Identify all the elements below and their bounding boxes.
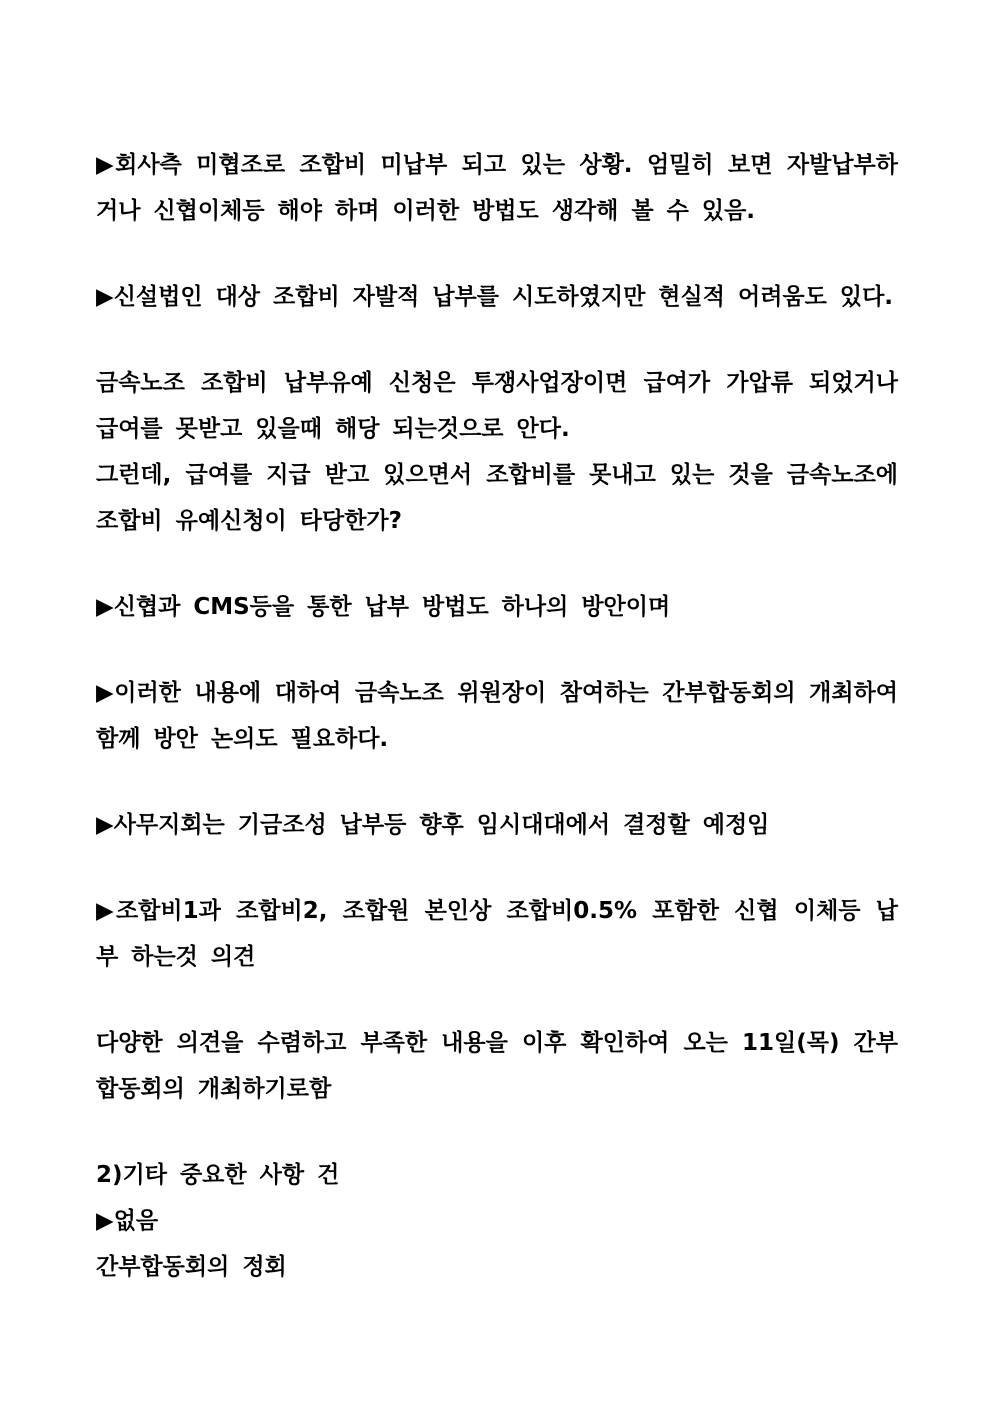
paragraph-gap <box>96 1112 898 1152</box>
paragraph-question: 그런데, 급여를 지급 받고 있으면서 조합비를 못내고 있는 것을 금속노조에 조합비 유예신청이 타당한가? <box>96 462 898 534</box>
paragraph-gap <box>96 762 898 802</box>
paragraph-dues-opinion: ▶조합비1과 조합비2, 조합원 본인상 조합비0.5% 포함한 신협 이체등 납부 하는것 의견 <box>96 898 898 970</box>
paragraph-cms-payment: ▶신협과 CMS등을 통한 납부 방법도 하나의 방안이며 <box>96 594 671 620</box>
paragraph-company-noncooperation: ▶회사측 미협조로 조합비 미납부 되고 있는 상황. 엄밀히 보면 자발납부하거나 신협이체등 해야 하며 이러한 방법도 생각해 볼 수 있음. <box>96 152 898 224</box>
paragraph-meeting-schedule: 다양한 의견을 수렴하고 부족한 내용을 이후 확인하여 오는 11일(목) 간부합동회의 개최하기로함 <box>96 1030 898 1102</box>
paragraph-meeting-adjourned: 간부합동회의 정회 <box>96 1254 287 1280</box>
paragraph-deferral-request: 금속노조 조합비 납부유예 신청은 투쟁사업장이면 급여가 가압류 되었거나 급여를 못받고 있을때 해당 되는것으로 안다. <box>96 370 898 442</box>
document-page <box>96 142 898 1290</box>
paragraph-office-branch: ▶사무지회는 기금조성 납부등 향후 임시대대에서 결정할 예정임 <box>96 812 770 838</box>
paragraph-new-corporation: ▶신설법인 대상 조합비 자발적 납부를 시도하였지만 현실적 어려움도 있다. <box>96 284 894 310</box>
paragraph-gap <box>96 320 898 360</box>
paragraph-gap <box>96 544 898 584</box>
paragraph-joint-meeting: ▶이러한 내용에 대하여 금속노조 위원장이 참여하는 간부합동회의 개최하여 함께 방안 논의도 필요하다. <box>96 680 898 752</box>
paragraph-none: ▶없음 <box>96 1208 159 1234</box>
paragraph-gap <box>96 234 898 274</box>
paragraph-gap <box>96 630 898 670</box>
paragraph-gap <box>96 848 898 888</box>
paragraph-gap <box>96 980 898 1020</box>
section-heading-other-matters: 2)기타 중요한 사항 건 <box>96 1162 340 1188</box>
